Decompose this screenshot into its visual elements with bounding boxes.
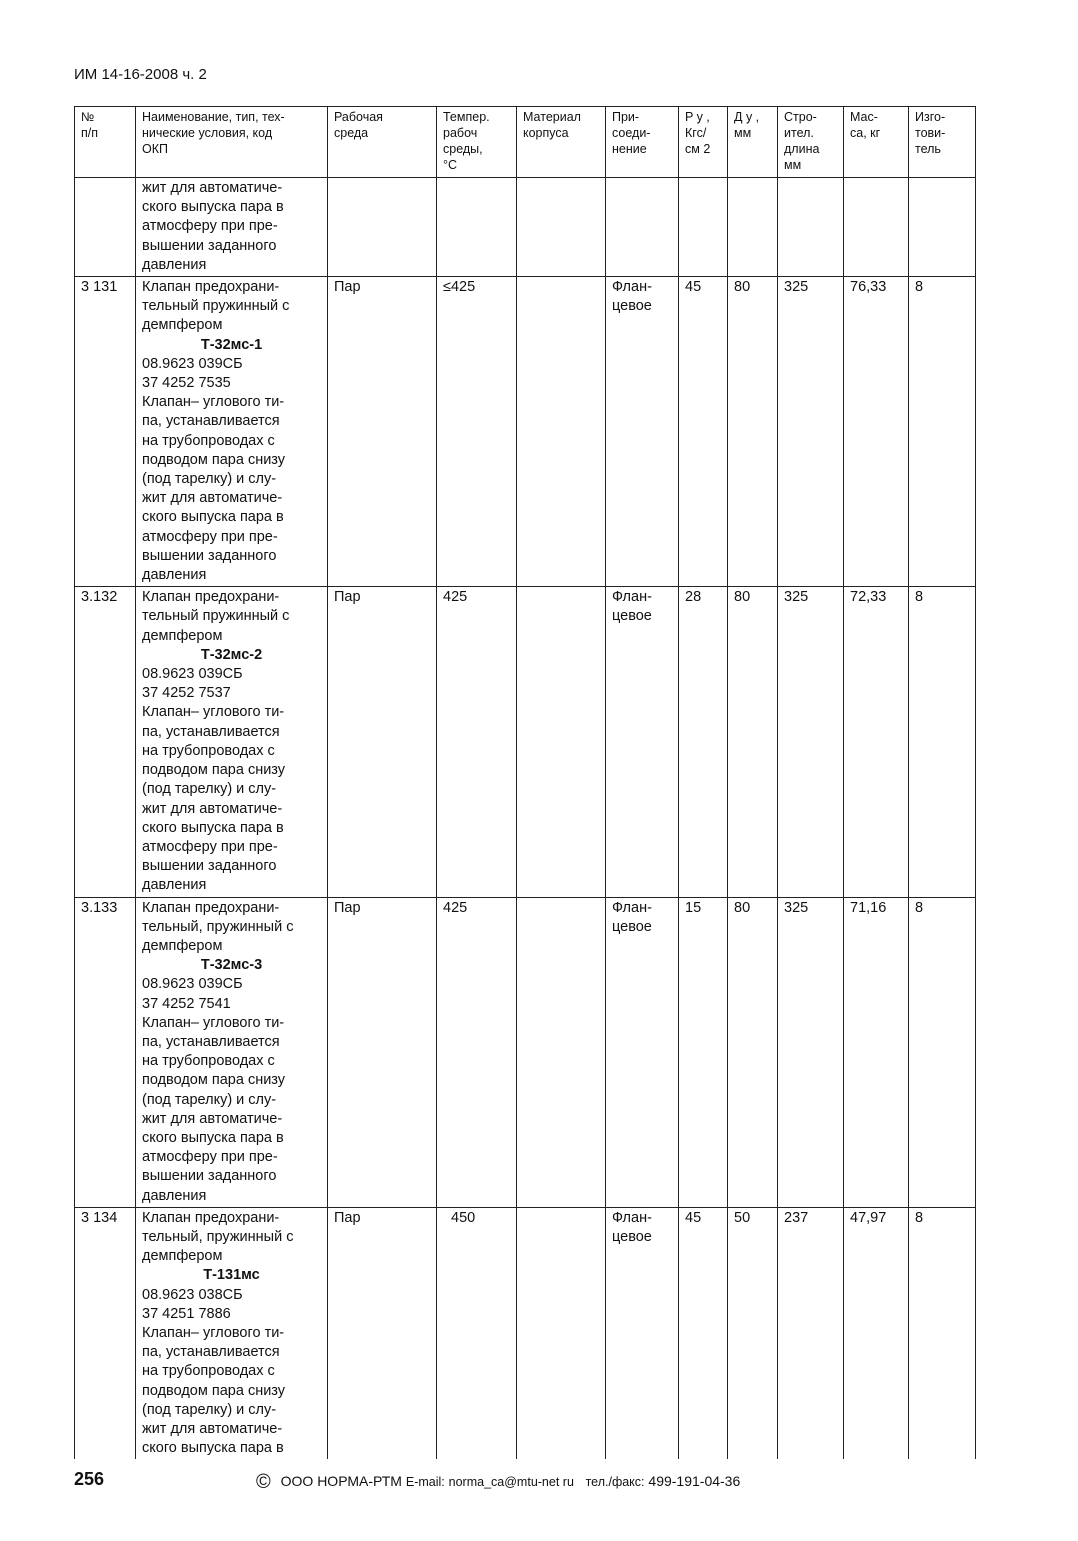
cell-mass: 47,97 <box>844 1207 909 1459</box>
table-row <box>75 277 976 587</box>
cell-medium: Пар <box>328 897 437 1207</box>
cell-number: 3.132 <box>75 587 136 897</box>
cell-name <box>136 587 328 897</box>
continuation-text: жит для автоматиче- ского выпуска пара в атмосферу при пре- вышении заданного давления <box>136 178 328 277</box>
cell-name <box>136 277 328 587</box>
cell-length: 325 <box>778 587 844 897</box>
cell-material <box>517 277 606 587</box>
col-header-medium: Рабочая среда <box>328 107 437 178</box>
table-row <box>75 1207 976 1459</box>
footer-phone: 499-191-04-36 <box>648 1473 741 1489</box>
cell-medium: Пар <box>328 1207 437 1459</box>
cell-length: 325 <box>778 277 844 587</box>
type-code: Т-32мс-1 <box>200 336 263 353</box>
name-intro: Клапан предохрани- тельный пружинный с демпфером <box>142 279 290 334</box>
col-header-maker: Изго- тови- тель <box>909 107 976 178</box>
cell-diameter: 80 <box>728 587 778 897</box>
page-number: 256 <box>74 1469 105 1489</box>
cell-pressure: 45 <box>679 1207 728 1459</box>
footer-email-label: E-mail: <box>405 1475 445 1489</box>
cell-name <box>136 897 328 1207</box>
cell-pressure: 45 <box>679 277 728 587</box>
cell-connection: Флан- цевое <box>606 1207 679 1459</box>
table-header-row <box>75 107 976 178</box>
name-intro: Клапан предохрани- тельный пружинный с демпфером <box>142 589 290 644</box>
name-intro: Клапан предохрани- тельный, пружинный с демпфером <box>142 1209 294 1265</box>
col-header-length: Стро- ител. длина мм <box>778 107 844 178</box>
col-header-name: Наименование, тип, тех- нические условия, код ОКП <box>136 107 328 178</box>
cell-material <box>517 587 606 897</box>
col-header-number: № п/п <box>75 107 136 178</box>
type-code: Т-32мс-2 <box>200 646 263 663</box>
cell-length: 237 <box>778 1207 844 1459</box>
col-header-diameter: Д у , мм <box>728 107 778 178</box>
cell-medium: Пар <box>328 587 437 897</box>
cell-mass: 72,33 <box>844 587 909 897</box>
cell-maker: 8 <box>909 897 976 1207</box>
specification-table <box>74 106 976 1459</box>
table-row <box>75 587 976 897</box>
name-details: 08.9623 039СБ 37 4252 7541 Клапан– углового ти- па, устанавливается на трубопроводах с подводом пара снизу (под тарелку) и слу- жит для автоматиче- ского выпуска пара в атмосферу при пре- вышении заданного давления <box>142 976 286 1204</box>
cell-name <box>136 1207 328 1459</box>
cell-material <box>517 897 606 1207</box>
cell-temperature: 425 <box>437 587 517 897</box>
cell-mass: 71,16 <box>844 897 909 1207</box>
footer-company: ООО НОРМА-РТМ <box>280 1473 402 1489</box>
cell-number: 3.133 <box>75 897 136 1207</box>
cell-connection: Флан- цевое <box>606 277 679 587</box>
cell-number: 3 134 <box>75 1207 136 1459</box>
cell-diameter: 80 <box>728 897 778 1207</box>
cell-pressure: 28 <box>679 587 728 897</box>
footer-phone-label: тел./факс: <box>585 1475 645 1489</box>
type-code: Т-131мс <box>203 1267 260 1284</box>
cell-temperature: 425 <box>437 897 517 1207</box>
cell-maker: 8 <box>909 277 976 587</box>
cell-pressure: 15 <box>679 897 728 1207</box>
name-details: 08.9623 039СБ 37 4252 7537 Клапан– углового ти- па, устанавливается на трубопроводах с подводом пара снизу (под тарелку) и слу- жит для автоматиче- ского выпуска пара в атмосферу при пре- вышении заданного давления <box>142 666 286 894</box>
name-details: 08.9623 039СБ 37 4252 7535 Клапан– углового ти- па, устанавливается на трубопроводах с подводом пара снизу (под тарелку) и слу- жит для автоматиче- ского выпуска пара в атмосферу при пре- вышении заданного давления <box>142 355 286 584</box>
cell-temperature: ≤425 <box>437 277 517 587</box>
col-header-material: Материал корпуса <box>517 107 606 178</box>
copyright-icon: © <box>256 1471 271 1493</box>
cell-number: 3 131 <box>75 277 136 587</box>
cell-temperature: 450 <box>437 1207 517 1459</box>
cell-length: 325 <box>778 897 844 1207</box>
col-header-temperature: Темпер. рабоч среды, °С <box>437 107 517 178</box>
cell-maker: 8 <box>909 1207 976 1459</box>
footer-email: norma_ca@mtu-net ru <box>448 1475 574 1489</box>
cell-maker: 8 <box>909 587 976 897</box>
type-code: Т-32мс-3 <box>200 957 263 974</box>
col-header-mass: Мас- са, кг <box>844 107 909 178</box>
cell-material <box>517 1207 606 1459</box>
table-row <box>75 897 976 1207</box>
name-details: 08.9623 038СБ 37 4251 7886 Клапан– углового ти- па, устанавливается на трубопроводах с подводом пара снизу (под тарелку) и слу- жит для автоматиче- ского выпуска пара в <box>142 1286 286 1457</box>
cell-connection: Флан- цевое <box>606 587 679 897</box>
document-header: ИМ 14-16-2008 ч. 2 <box>74 66 207 83</box>
table-row-continuation <box>75 178 976 277</box>
footer <box>256 1471 740 1494</box>
name-intro: Клапан предохрани- тельный, пружинный с демпфером <box>142 899 294 954</box>
col-header-pressure: P у , Кгс/ см 2 <box>679 107 728 178</box>
col-header-connection: При- соеди- нение <box>606 107 679 178</box>
cell-diameter: 80 <box>728 277 778 587</box>
cell-diameter: 50 <box>728 1207 778 1459</box>
cell-medium: Пар <box>328 277 437 587</box>
cell-connection: Флан- цевое <box>606 897 679 1207</box>
cell-mass: 76,33 <box>844 277 909 587</box>
